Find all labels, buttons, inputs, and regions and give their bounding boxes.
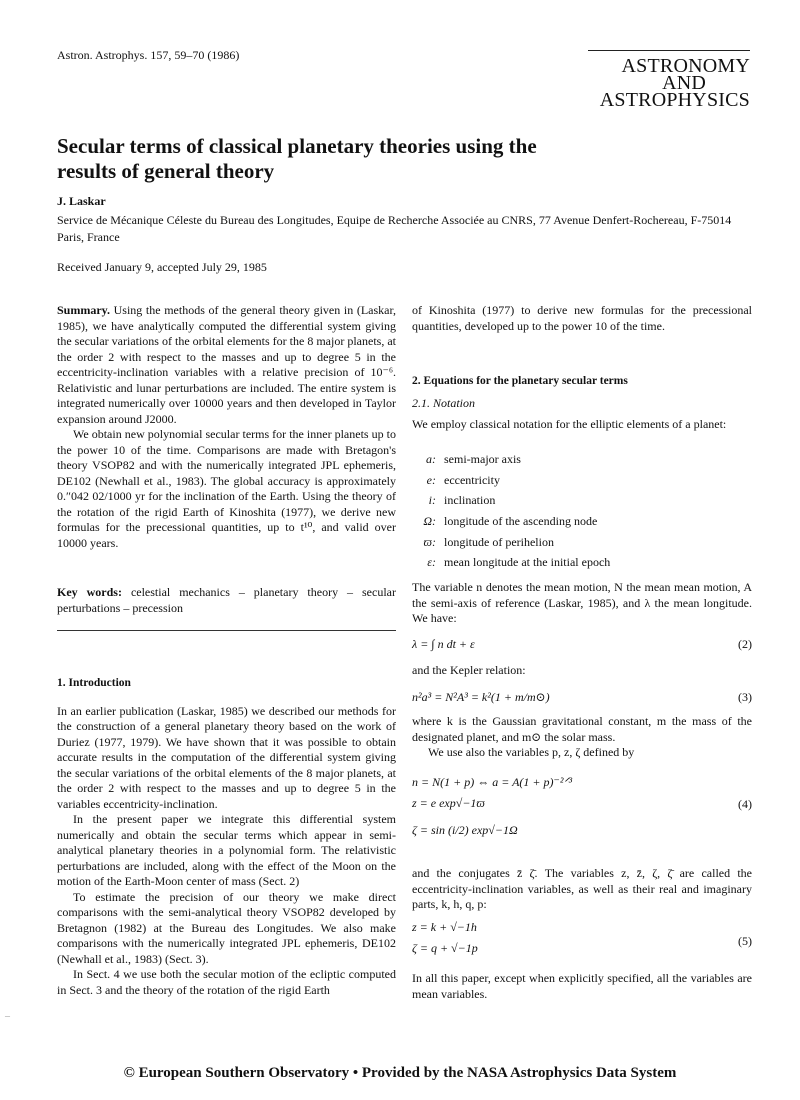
equation-4 [412,775,752,838]
notation-item [412,470,752,491]
footer-credit: © European Southern Observatory • Provided by the NASA Astrophysics Data System [123,1065,677,1081]
equation-4-line-1: n = N(1 + p) ⇔ a = A(1 + p)⁻²ᐟ³ [412,775,573,789]
notation-description: semi-major axis [444,451,521,466]
equation-4-line-2: z = e exp√−1ϖ [412,796,485,810]
gaussian-constant-paragraph: where k is the Gaussian gravitational constant, m the mass of the designated planet, and m⊙ the solar mass. [412,714,752,744]
abstract-divider [57,630,396,631]
brand-line-2: AND [662,72,706,94]
notation-symbol: e: [426,472,436,487]
section-2-heading: 2. Equations for the planetary secular terms [412,375,628,387]
keywords-label: Key words: [57,585,122,599]
variables-intro: We use also the variables p, z, ζ defined by [428,745,635,759]
paper-title: Secular terms of classical planetary theories using the results of general theory [57,134,537,183]
notation-item [412,490,752,511]
notation-description: eccentricity [444,472,500,487]
mean-motion-paragraph: The variable n denotes the mean motion, N the mean mean motion, A the semi-axis of reference (Laskar, 1985), and λ the mean longitude. We have: [412,580,752,625]
mean-variables-note: In all this paper, except when explicitly specified, all the variables are mean variables. [412,971,752,1001]
keywords-text: celestial mechanics – planetary theory – secular perturbations – precession [57,585,396,615]
notation-item [412,532,752,553]
introduction-section [57,676,396,998]
notation-symbol: ε: [427,555,436,570]
conjugates-paragraph: and the conjugates z̄ ζ̄. The variables z, z̄, ζ, ζ̄ are called the eccentricity-inclination variables, as well as their real and imaginary parts, k, h, q, p: [412,866,752,911]
equation-2-body: λ = ∫ n dt + ε [412,637,475,651]
intro-paragraph-2: In the present paper we integrate this differential system numerically and obtain the secular terms which appear in semi-analytical planetary theories in a polynomial form. The relativistic perturbations are included, along with the effect of the Moon on the motion of the Earth-Moon center of mass (Sect. 2) [57,812,396,888]
kepler-intro: and the Kepler relation: [412,663,526,677]
brand-line-3: ASTROPHYSICS [599,89,750,111]
notation-symbol: i: [428,493,436,508]
equation-3-body: n²a³ = N²A³ = k²(1 + m/m⊙) [412,690,550,704]
notation-description: longitude of perihelion [444,534,554,549]
equation-3-number: (3) [738,690,752,704]
equation-4-line-3: ζ = sin (i/2) exp√−1Ω [412,823,518,837]
subsection-notation-heading: 2.1. Notation [412,395,476,410]
journal-reference: Astron. Astrophys. 157, 59–70 (1986) [57,48,240,62]
notation-list [412,449,752,573]
intro-paragraph-4: In Sect. 4 we use both the secular motion of the ecliptic computed in Sect. 3 and the theory of the rotation of the rigid Earth [57,967,396,997]
equation-5-line-2: ζ = q + √−1p [412,941,478,955]
intro-paragraph-1: In an earlier publication (Laskar, 1985) we described our methods for the construction of a general planetary theory based on the work of Duriez (1977, 1979). We have shown that it was possible to obtain accurate results in the computation of the differential system giving the secular variations of the orbital elements of the 8 major planets, at the order 2 with respect to the masses and up to degree 5 in the variables eccentricity-inclination. [57,703,396,811]
section-2-header [412,374,752,433]
notation-symbol: Ω: [423,513,436,528]
notation-description: longitude of the ascending node [444,513,598,528]
equation-2-number: (2) [738,637,752,651]
equation-5-line-1: z = k + √−1h [412,920,477,934]
notation-intro: We employ classical notation for the elliptic elements of a planet: [412,417,727,431]
kepler-explanation [412,714,752,761]
journal-brand [588,50,750,109]
equation-4-number: (4) [738,797,752,811]
received-dates: Received January 9, accepted July 29, 1985 [57,260,267,274]
notation-symbol: ϖ: [423,534,436,549]
margin-mark: – [5,1011,10,1022]
equation-5-number: (5) [738,934,752,948]
brand-line-1: ASTRONOMY [621,55,750,77]
equation-3 [412,690,752,705]
intro-continuation: of Kinoshita (1977) to derive new formulas for the precessional quantities, developed up to the power 10 of the time. [412,303,752,333]
keywords [57,585,396,616]
summary-paragraph-2: We obtain new polynomial secular terms for the inner planets up to the power 10 of the time. Comparisons are made with Bretagon's theory VSOP82 and with the numerically integrated JPL ephemeris, DE102 (Newhall et al., 1983). The global accuracy is approximately 0.″042 02/1000 yr for the inclination of the Earth. Using the theory of the rotation of the rigid Earth of Kinoshita (1977), we derive new formulas for the precessional quantities, up to t¹⁰, and valid over 10000 years. [57,427,396,550]
author-affiliation: Service de Mécanique Céleste du Bureau des Longitudes, Equipe de Recherche Associée au CNRS, 77 Avenue Denfert-Rochereau, F-75014 Paris, France [57,213,732,244]
equation-5 [412,920,752,956]
intro-paragraph-3: To estimate the precision of our theory we make direct comparisons with the semi-analytical theory VSOP82 developed by Bretagnon (1982) at the Bureau des Longitudes. We also make comparisons with the numerically integrated JPL ephemeris, DE102 (Newhall et al., 1983) (Sect. 3). [57,889,396,966]
summary-paragraph-1: Using the methods of the general theory given in (Laskar, 1985), we have analytically computed the differential system giving the secular variations of the orbital elements for the 8 major planets, at the order 2 with respect to the masses and up to degree 5 in the eccentricity-inclination variables with a relative precision of 10⁻⁶. Relativistic and lunar perturbations are included. The entire system is integrated numerically over 10000 years and then developed in Taylor expansion around J2000. [57,303,396,426]
equation-2 [412,637,752,652]
notation-item [412,511,752,532]
notation-item [412,552,752,573]
notation-item [412,449,752,470]
abstract [57,303,396,551]
summary-label: Summary. [57,303,111,317]
introduction-heading: 1. Introduction [57,677,131,689]
notation-description: mean longitude at the initial epoch [444,555,611,570]
notation-symbol: a: [426,451,436,466]
author-name: J. Laskar [57,194,106,208]
notation-description: inclination [444,493,496,508]
